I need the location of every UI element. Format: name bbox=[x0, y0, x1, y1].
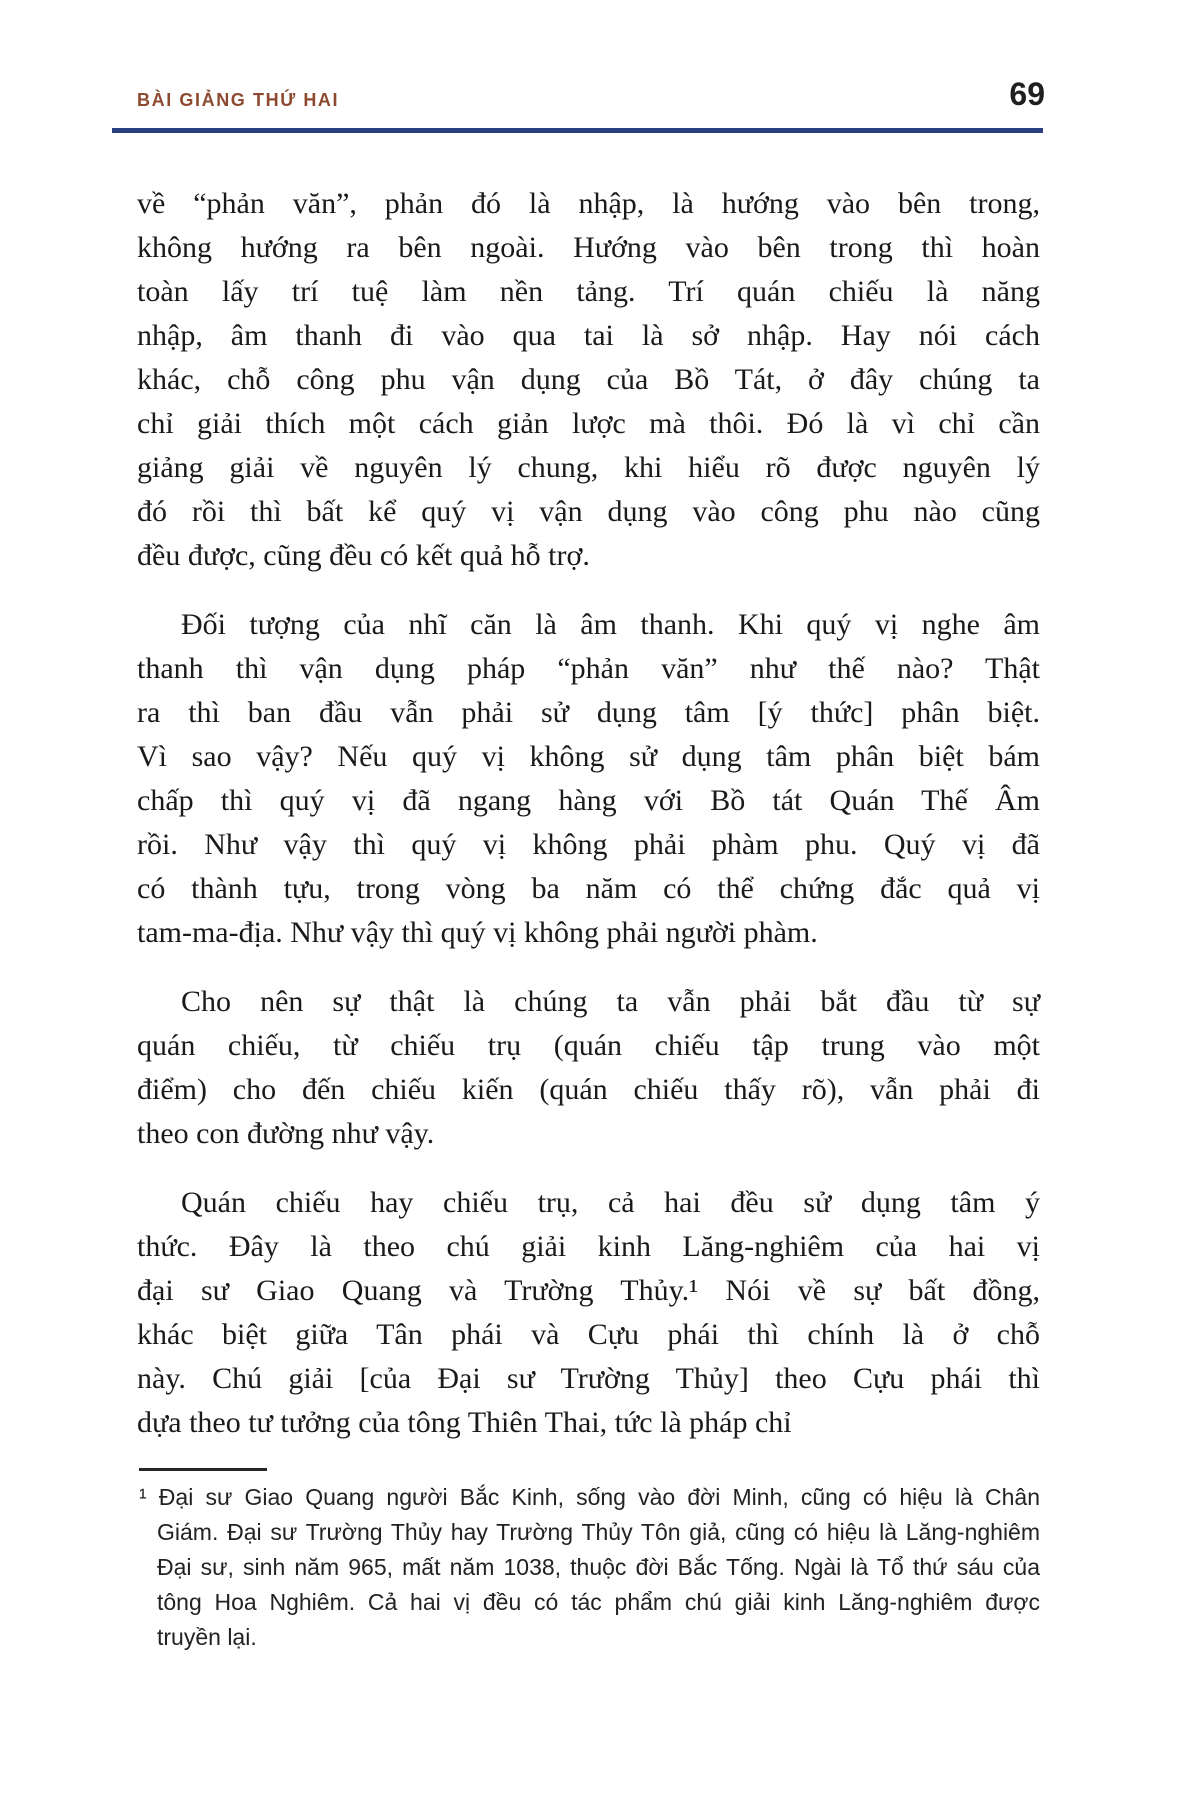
text-line: quán chiếu, từ chiếu trụ (quán chiếu tập trung vào một bbox=[137, 1029, 1040, 1062]
footnote-line: tông Hoa Nghiêm. Cả hai vị đều có tác phẩm chú giải kinh Lăng-nghiêm được bbox=[157, 1589, 1040, 1615]
text-line: đó rồi thì bất kể quý vị vận dụng vào công phu nào cũng bbox=[137, 495, 1040, 528]
text-line: Đối tượng của nhĩ căn là âm thanh. Khi quý vị nghe âm bbox=[181, 608, 1040, 641]
text-line: theo con đường như vậy. bbox=[137, 1117, 435, 1150]
footnote-rule-divider bbox=[139, 1468, 267, 1471]
text-line: Vì sao vậy? Nếu quý vị không sử dụng tâm phân biệt bám bbox=[137, 740, 1040, 773]
paragraph bbox=[137, 182, 1040, 578]
text-line: khác biệt giữa Tân phái và Cựu phái thì chính là ở chỗ bbox=[137, 1318, 1040, 1351]
text-line: giảng giải về nguyên lý chung, khi hiểu rõ được nguyên lý bbox=[137, 451, 1040, 484]
body-text bbox=[137, 182, 1040, 1470]
text-line: có thành tựu, trong vòng ba năm có thể chứng đắc quả vị bbox=[137, 872, 1040, 905]
text-line: chấp thì quý vị đã ngang hàng với Bồ tát Quán Thế Âm bbox=[137, 784, 1040, 817]
footnote-line: Giám. Đại sư Trường Thủy hay Trường Thủy Tôn giả, cũng có hiệu là Lăng-nghiêm bbox=[157, 1519, 1040, 1545]
text-line: đều được, cũng đều có kết quả hỗ trợ. bbox=[137, 539, 590, 572]
text-line: rồi. Như vậy thì quý vị không phải phàm phu. Quý vị đã bbox=[137, 828, 1040, 861]
text-line: nhập, âm thanh đi vào qua tai là sở nhập. Hay nói cách bbox=[137, 319, 1040, 352]
paragraph bbox=[137, 603, 1040, 955]
text-line: Quán chiếu hay chiếu trụ, cả hai đều sử dụng tâm ý bbox=[181, 1186, 1040, 1219]
text-line: thanh thì vận dụng pháp “phản văn” như thế nào? Thật bbox=[137, 652, 1040, 685]
text-line: Cho nên sự thật là chúng ta vẫn phải bắt đầu từ sự bbox=[181, 985, 1040, 1018]
footnote-line: Đại sư, sinh năm 965, mất năm 1038, thuộc đời Bắc Tống. Ngài là Tổ thứ sáu của bbox=[157, 1554, 1040, 1580]
header-rule-divider bbox=[112, 128, 1043, 133]
page-number: 69 bbox=[1009, 76, 1045, 112]
text-line: toàn lấy trí tuệ làm nền tảng. Trí quán chiếu là năng bbox=[137, 275, 1040, 308]
text-line: ra thì ban đầu vẫn phải sử dụng tâm [ý thức] phân biệt. bbox=[137, 696, 1040, 729]
footnote-line: ¹ Đại sư Giao Quang người Bắc Kinh, sống vào đời Minh, cũng có hiệu là Chân bbox=[139, 1484, 1040, 1510]
paragraph bbox=[137, 1181, 1040, 1445]
footnote bbox=[137, 1468, 1040, 1655]
footnote-line: truyền lại. bbox=[157, 1624, 257, 1650]
text-line: đại sư Giao Quang và Trường Thủy.¹ Nói về sự bất đồng, bbox=[137, 1274, 1040, 1307]
text-line: về “phản văn”, phản đó là nhập, là hướng vào bên trong, bbox=[137, 187, 1040, 220]
paragraph bbox=[137, 980, 1040, 1156]
text-line: không hướng ra bên ngoài. Hướng vào bên trong thì hoàn bbox=[137, 231, 1040, 264]
text-line: dựa theo tư tưởng của tông Thiên Thai, tức là pháp chỉ bbox=[137, 1406, 792, 1439]
text-line: tam-ma-địa. Như vậy thì quý vị không phải người phàm. bbox=[137, 916, 818, 949]
text-line: này. Chú giải [của Đại sư Trường Thủy] theo Cựu phái thì bbox=[137, 1362, 1040, 1395]
text-line: khác, chỗ công phu vận dụng của Bồ Tát, ở đây chúng ta bbox=[137, 363, 1040, 396]
footnote-text bbox=[137, 1480, 1040, 1655]
text-line: thức. Đây là theo chú giải kinh Lăng-nghiêm của hai vị bbox=[137, 1230, 1040, 1263]
text-line: chỉ giải thích một cách giản lược mà thôi. Đó là vì chỉ cần bbox=[137, 407, 1040, 440]
running-header-title: BÀI GIẢNG THỨ HAI bbox=[137, 90, 340, 110]
text-line: điểm) cho đến chiếu kiến (quán chiếu thấy rõ), vẫn phải đi bbox=[137, 1073, 1040, 1106]
